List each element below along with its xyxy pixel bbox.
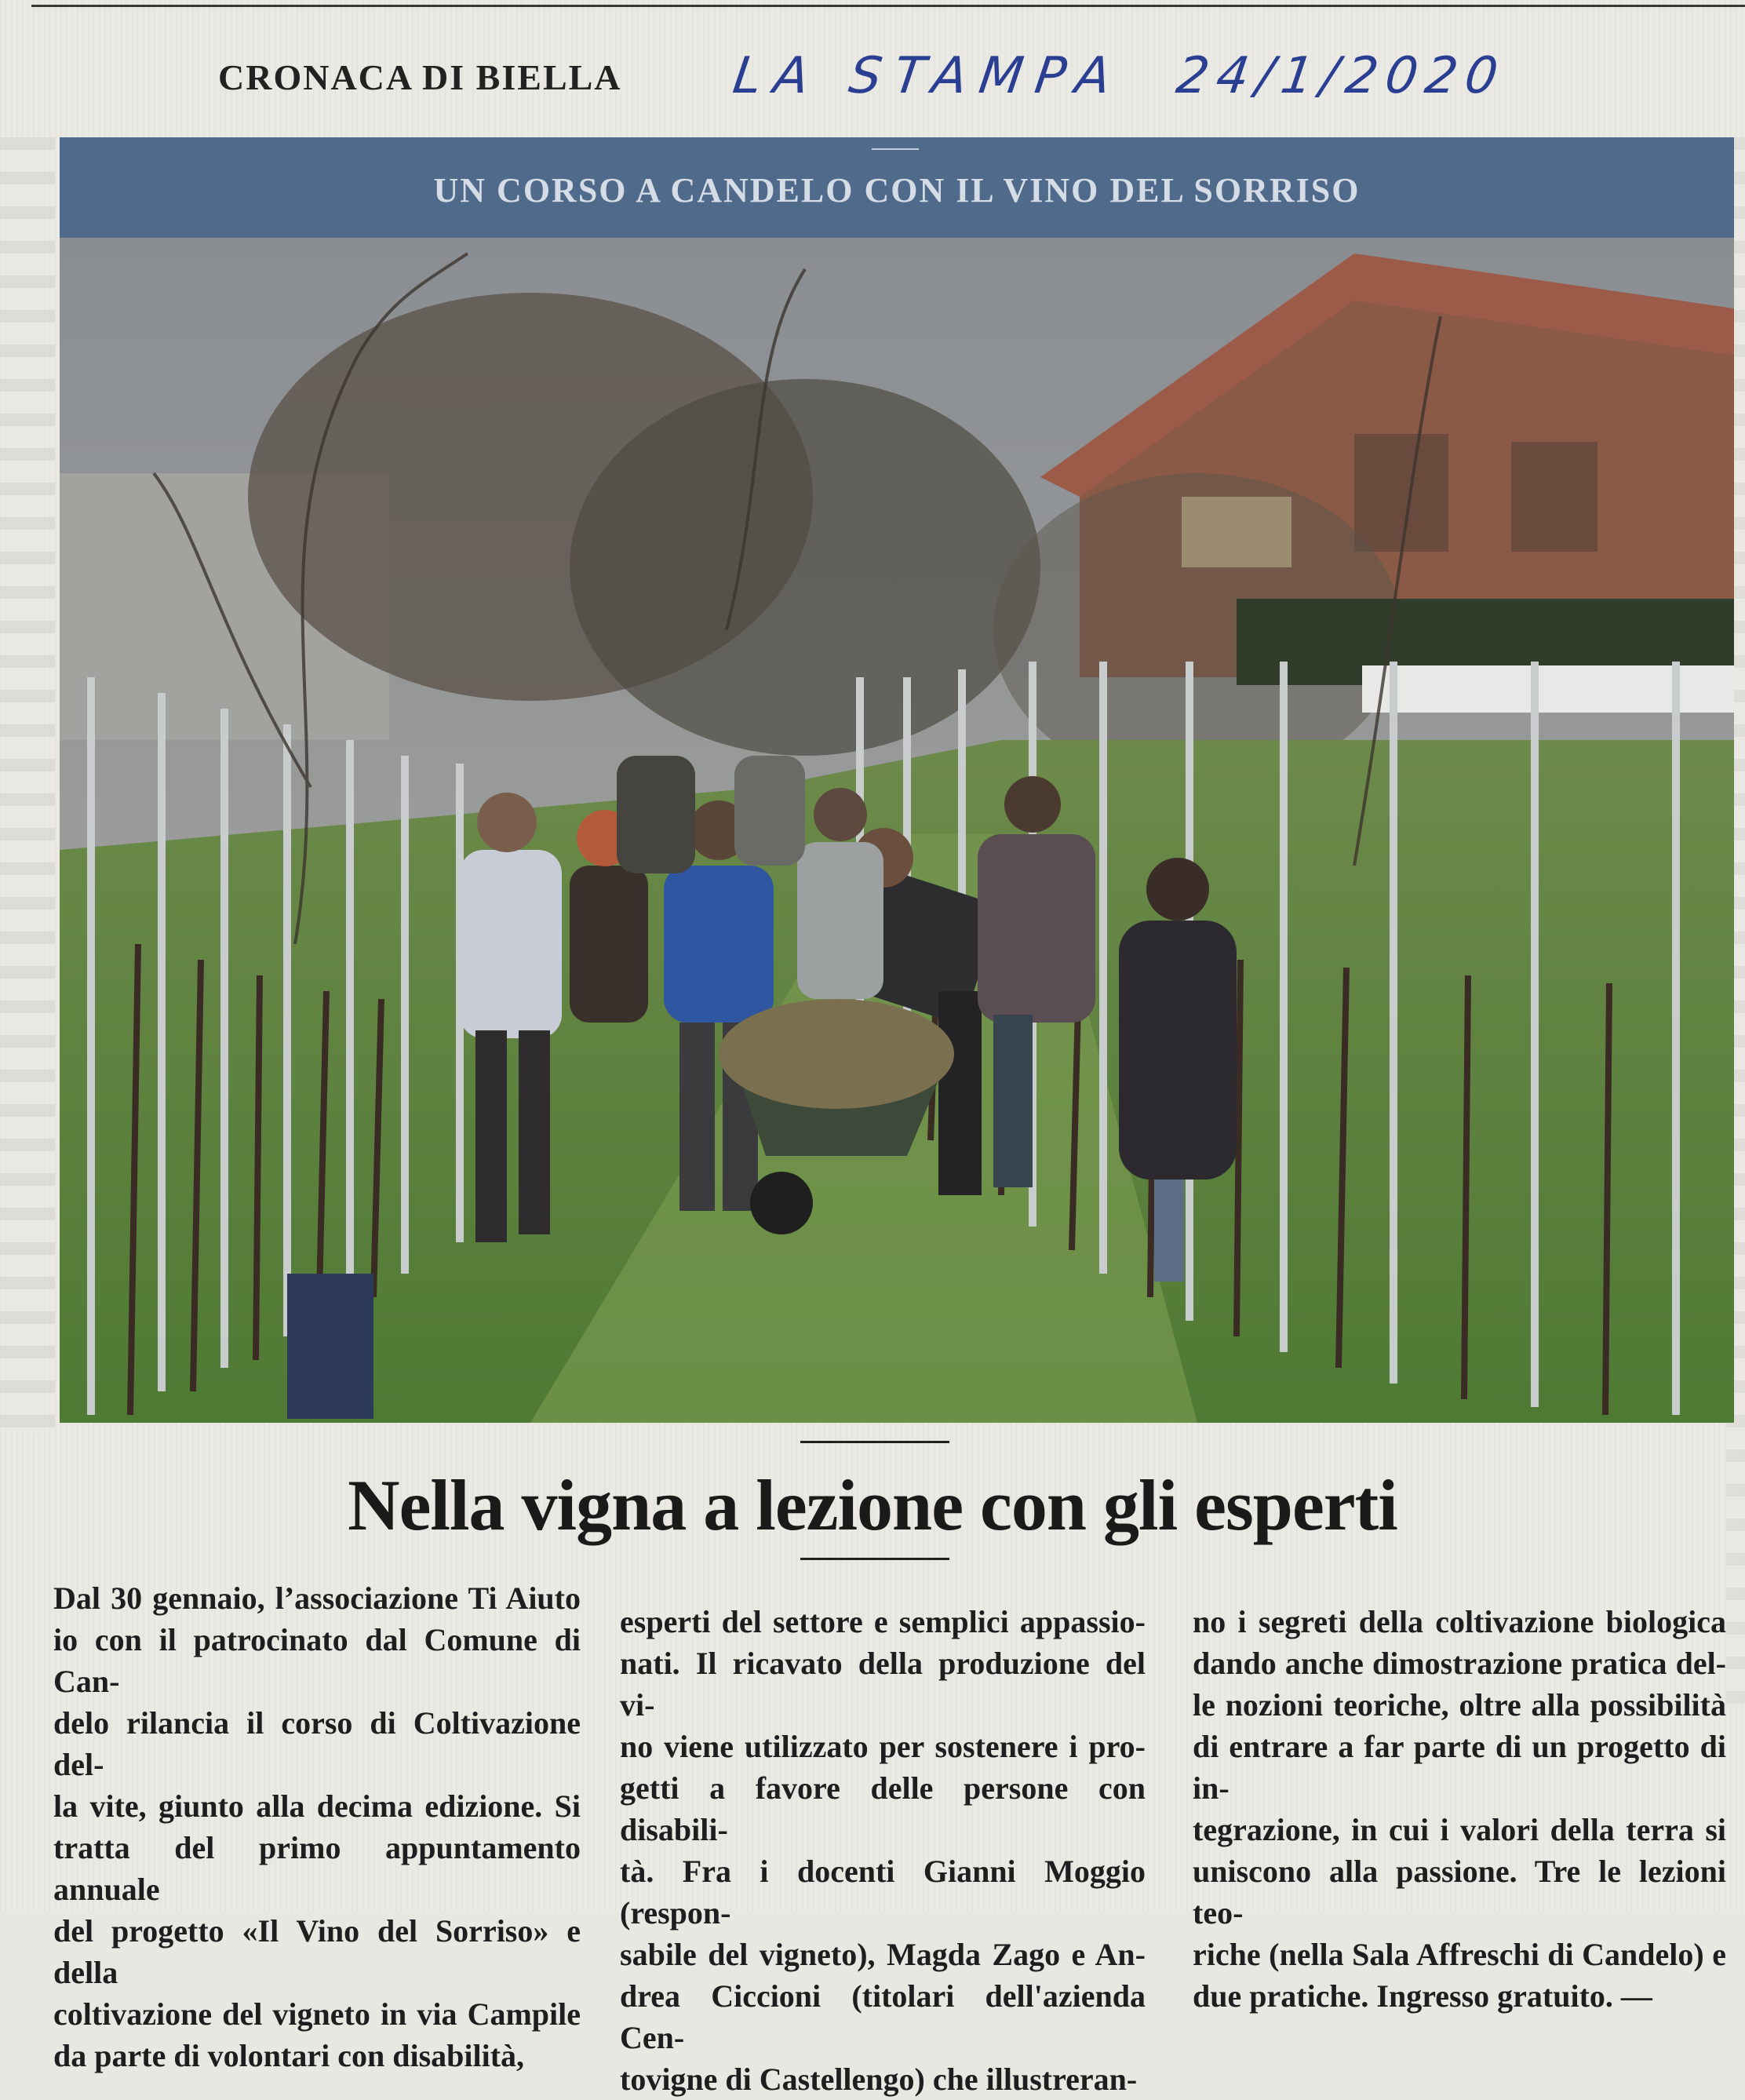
article-line: sabile del vigneto), Magda Zago e An- [620,1937,1146,1972]
article-line: tà. Fra i docenti Gianni Moggio (respon- [620,1854,1146,1930]
article-line: esperti del settore e semplici appassio- [620,1604,1146,1639]
article-line: coltivazione del vigneto in via Campile [53,1996,581,2032]
article-line: delo rilancia il corso di Coltivazione del- [53,1705,581,1782]
handwritten-newspaper-name: LA STAMPA [729,47,1128,105]
vineyard-photo [60,238,1734,1423]
top-rule [31,5,1745,7]
article-line: la vite, giunto alla decima edizione. Si [53,1788,581,1824]
article-line: uniscono alla passione. Tre le lezioni teo- [1193,1854,1726,1930]
article-line: nati. Il ricavato della produzione del vi- [620,1646,1146,1723]
article-line: da parte di volontari con disabilità, [53,2038,525,2073]
article-line: tovigne di Castellengo) che illustreran- [620,2062,1138,2097]
article-column-1 [53,1577,581,2073]
article-line: no viene utilizzato per sostenere i pro- [620,1729,1146,1764]
article-line: tratta del primo appuntamento annuale [53,1830,581,1907]
article-line: tegrazione, in cui i valori della terra si [1193,1812,1726,1847]
adjacent-column-fragment-left [0,137,55,1432]
banner-ornament [872,148,919,150]
article-line: riche (nella Sala Affreschi di Candelo) e [1193,1937,1726,1972]
vineyard-photo-illustration [60,238,1734,1423]
article-line: Dal 30 gennaio, l’associazione Ti Aiuto [53,1580,581,1616]
article-line: le nozioni teoriche, oltre alla possibilità [1193,1687,1726,1723]
handwritten-date: 24/1/2020 [1172,47,1510,105]
article-line: no i segreti della coltivazione biologica [1193,1604,1726,1639]
article-column-2 [620,1601,1146,2097]
photo-banner [60,137,1734,238]
section-label: CRONACA DI BIELLA [218,57,622,97]
banner-title: UN CORSO A CANDELO CON IL VINO DEL SORRISO [433,171,1361,210]
headline: Nella vigna a lezione con gli esperti [348,1465,1397,1545]
article-line: del progetto «Il Vino del Sorriso» e della [53,1913,581,1990]
article-column-3 [1193,1601,1726,2014]
article-line: io con il patrocinato dal Comune di Can- [53,1622,581,1699]
headline-bottom-rule [800,1558,949,1560]
article-line: dando anche dimostrazione pratica del- [1193,1646,1726,1681]
headline-top-rule [800,1441,949,1443]
article-line: di entrare a far parte di un progetto di in- [1193,1729,1726,1806]
article-line: drea Ciccioni (titolari dell'azienda Cen- [620,1978,1146,2055]
article-line: getti a favore delle persone con disabili- [620,1770,1146,1847]
article-line: due pratiche. Ingresso gratuito. — [1193,1978,1652,2014]
